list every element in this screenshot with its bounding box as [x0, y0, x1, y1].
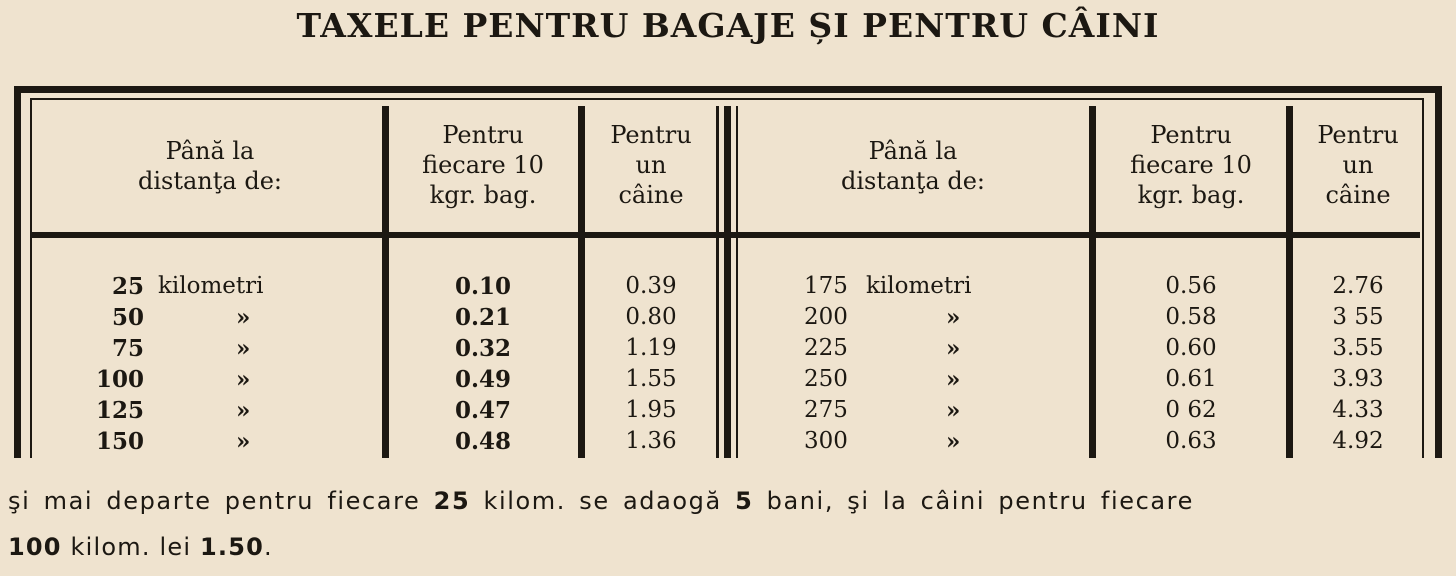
footer-number: 100	[8, 533, 62, 561]
ditto-mark: »	[236, 428, 251, 455]
column-rule	[382, 106, 389, 458]
header-line: câine	[618, 181, 684, 209]
baggage-value: 0.60	[1165, 335, 1217, 361]
dog-value: 0.39	[625, 273, 677, 299]
header-line: Pentru	[1150, 121, 1232, 149]
footer-note-line-1	[8, 482, 1448, 520]
distance-value: 250	[804, 366, 848, 392]
baggage-value: 0.58	[1165, 304, 1217, 330]
ditto-mark: »	[946, 304, 961, 331]
header-line: kgr. bag.	[429, 181, 537, 209]
header-baggage-left	[390, 120, 576, 210]
dog-value: 0.80	[625, 304, 677, 330]
header-line: un	[1342, 151, 1374, 179]
header-line: câine	[1325, 181, 1391, 209]
inner-right-rule	[1422, 98, 1424, 458]
distance-value: 175	[804, 273, 848, 299]
inner-left-rule	[30, 98, 32, 458]
distance-value: 225	[804, 335, 848, 361]
ditto-mark: »	[236, 335, 251, 362]
dog-value: 3.55	[1332, 335, 1384, 361]
baggage-value: 0.32	[454, 335, 512, 362]
distance-value: 100	[95, 366, 144, 393]
dog-value: 4.92	[1332, 428, 1384, 454]
footer-text: kilom. lei	[61, 533, 201, 561]
distance-value: 150	[95, 428, 144, 455]
ditto-mark: »	[946, 428, 961, 455]
dog-value: 1.95	[625, 397, 677, 423]
footer-text: kilom. se adaogă	[470, 487, 736, 515]
dog-value: 1.36	[625, 428, 677, 454]
header-dog-right	[1294, 120, 1422, 210]
header-baggage-right	[1097, 120, 1285, 210]
center-double-rule	[724, 106, 731, 458]
ditto-mark: »	[946, 366, 961, 393]
dog-value: 3.93	[1332, 366, 1384, 392]
ditto-mark: »	[946, 397, 961, 424]
ditto-mark: »	[236, 397, 251, 424]
unit-label: kilometri	[158, 273, 264, 299]
header-line: kgr. bag.	[1137, 181, 1245, 209]
header-line: Până la	[165, 137, 255, 165]
footer-number: 25	[433, 487, 471, 515]
baggage-value: 0.47	[454, 397, 512, 424]
distance-value: 300	[804, 428, 848, 454]
footer-text: .	[264, 533, 273, 561]
header-line: fiecare 10	[422, 151, 544, 179]
footer-text: şi mai departe pentru fiecare	[8, 487, 434, 515]
column-rule	[578, 106, 585, 458]
column-rule	[1089, 106, 1096, 458]
unit-label: kilometri	[866, 273, 972, 299]
header-line: Pentru	[1317, 121, 1399, 149]
ditto-mark: »	[946, 335, 961, 362]
page-title: TAXELE PENTRU BAGAJE ȘI PENTRU CÂINI	[296, 6, 1160, 45]
table-inner-top-rule	[30, 98, 1424, 100]
baggage-value: 0.48	[454, 428, 512, 455]
distance-value: 75	[111, 335, 144, 362]
baggage-value: 0.63	[1165, 428, 1217, 454]
footer-text: bani, şi la câini pentru fiecare	[753, 487, 1194, 515]
baggage-value: 0.10	[454, 273, 512, 300]
column-rule	[1286, 106, 1293, 458]
header-line: Până la	[868, 137, 958, 165]
distance-value: 275	[804, 397, 848, 423]
header-line: un	[635, 151, 667, 179]
distance-value: 50	[111, 304, 144, 331]
column-rule	[716, 106, 719, 458]
distance-value: 125	[95, 397, 144, 424]
ditto-mark: »	[236, 304, 251, 331]
footer-number: 1.50	[200, 533, 265, 561]
dog-value: 1.19	[625, 335, 677, 361]
center-double-rule	[736, 106, 738, 458]
baggage-value: 0.49	[454, 366, 512, 393]
header-distance-left	[40, 136, 380, 196]
header-dog-left	[586, 120, 716, 210]
baggage-value: 0.56	[1165, 273, 1217, 299]
dog-value: 2.76	[1332, 273, 1384, 299]
distance-value: 200	[804, 304, 848, 330]
header-line: fiecare 10	[1130, 151, 1252, 179]
header-line: Pentru	[442, 121, 524, 149]
baggage-value: 0.61	[1165, 366, 1217, 392]
header-line: Pentru	[610, 121, 692, 149]
footer-number: 5	[735, 487, 754, 515]
footer-note-line-2	[8, 528, 1448, 566]
dog-value: 1.55	[625, 366, 677, 392]
header-line: distanţa de:	[138, 167, 282, 195]
ditto-mark: »	[236, 366, 251, 393]
header-line: distanţa de:	[841, 167, 985, 195]
baggage-value: 0 62	[1165, 397, 1217, 423]
header-distance-right	[740, 136, 1086, 196]
baggage-value: 0.21	[454, 304, 512, 331]
dog-value: 3 55	[1332, 304, 1384, 330]
dog-value: 4.33	[1332, 397, 1384, 423]
distance-value: 25	[111, 273, 144, 300]
